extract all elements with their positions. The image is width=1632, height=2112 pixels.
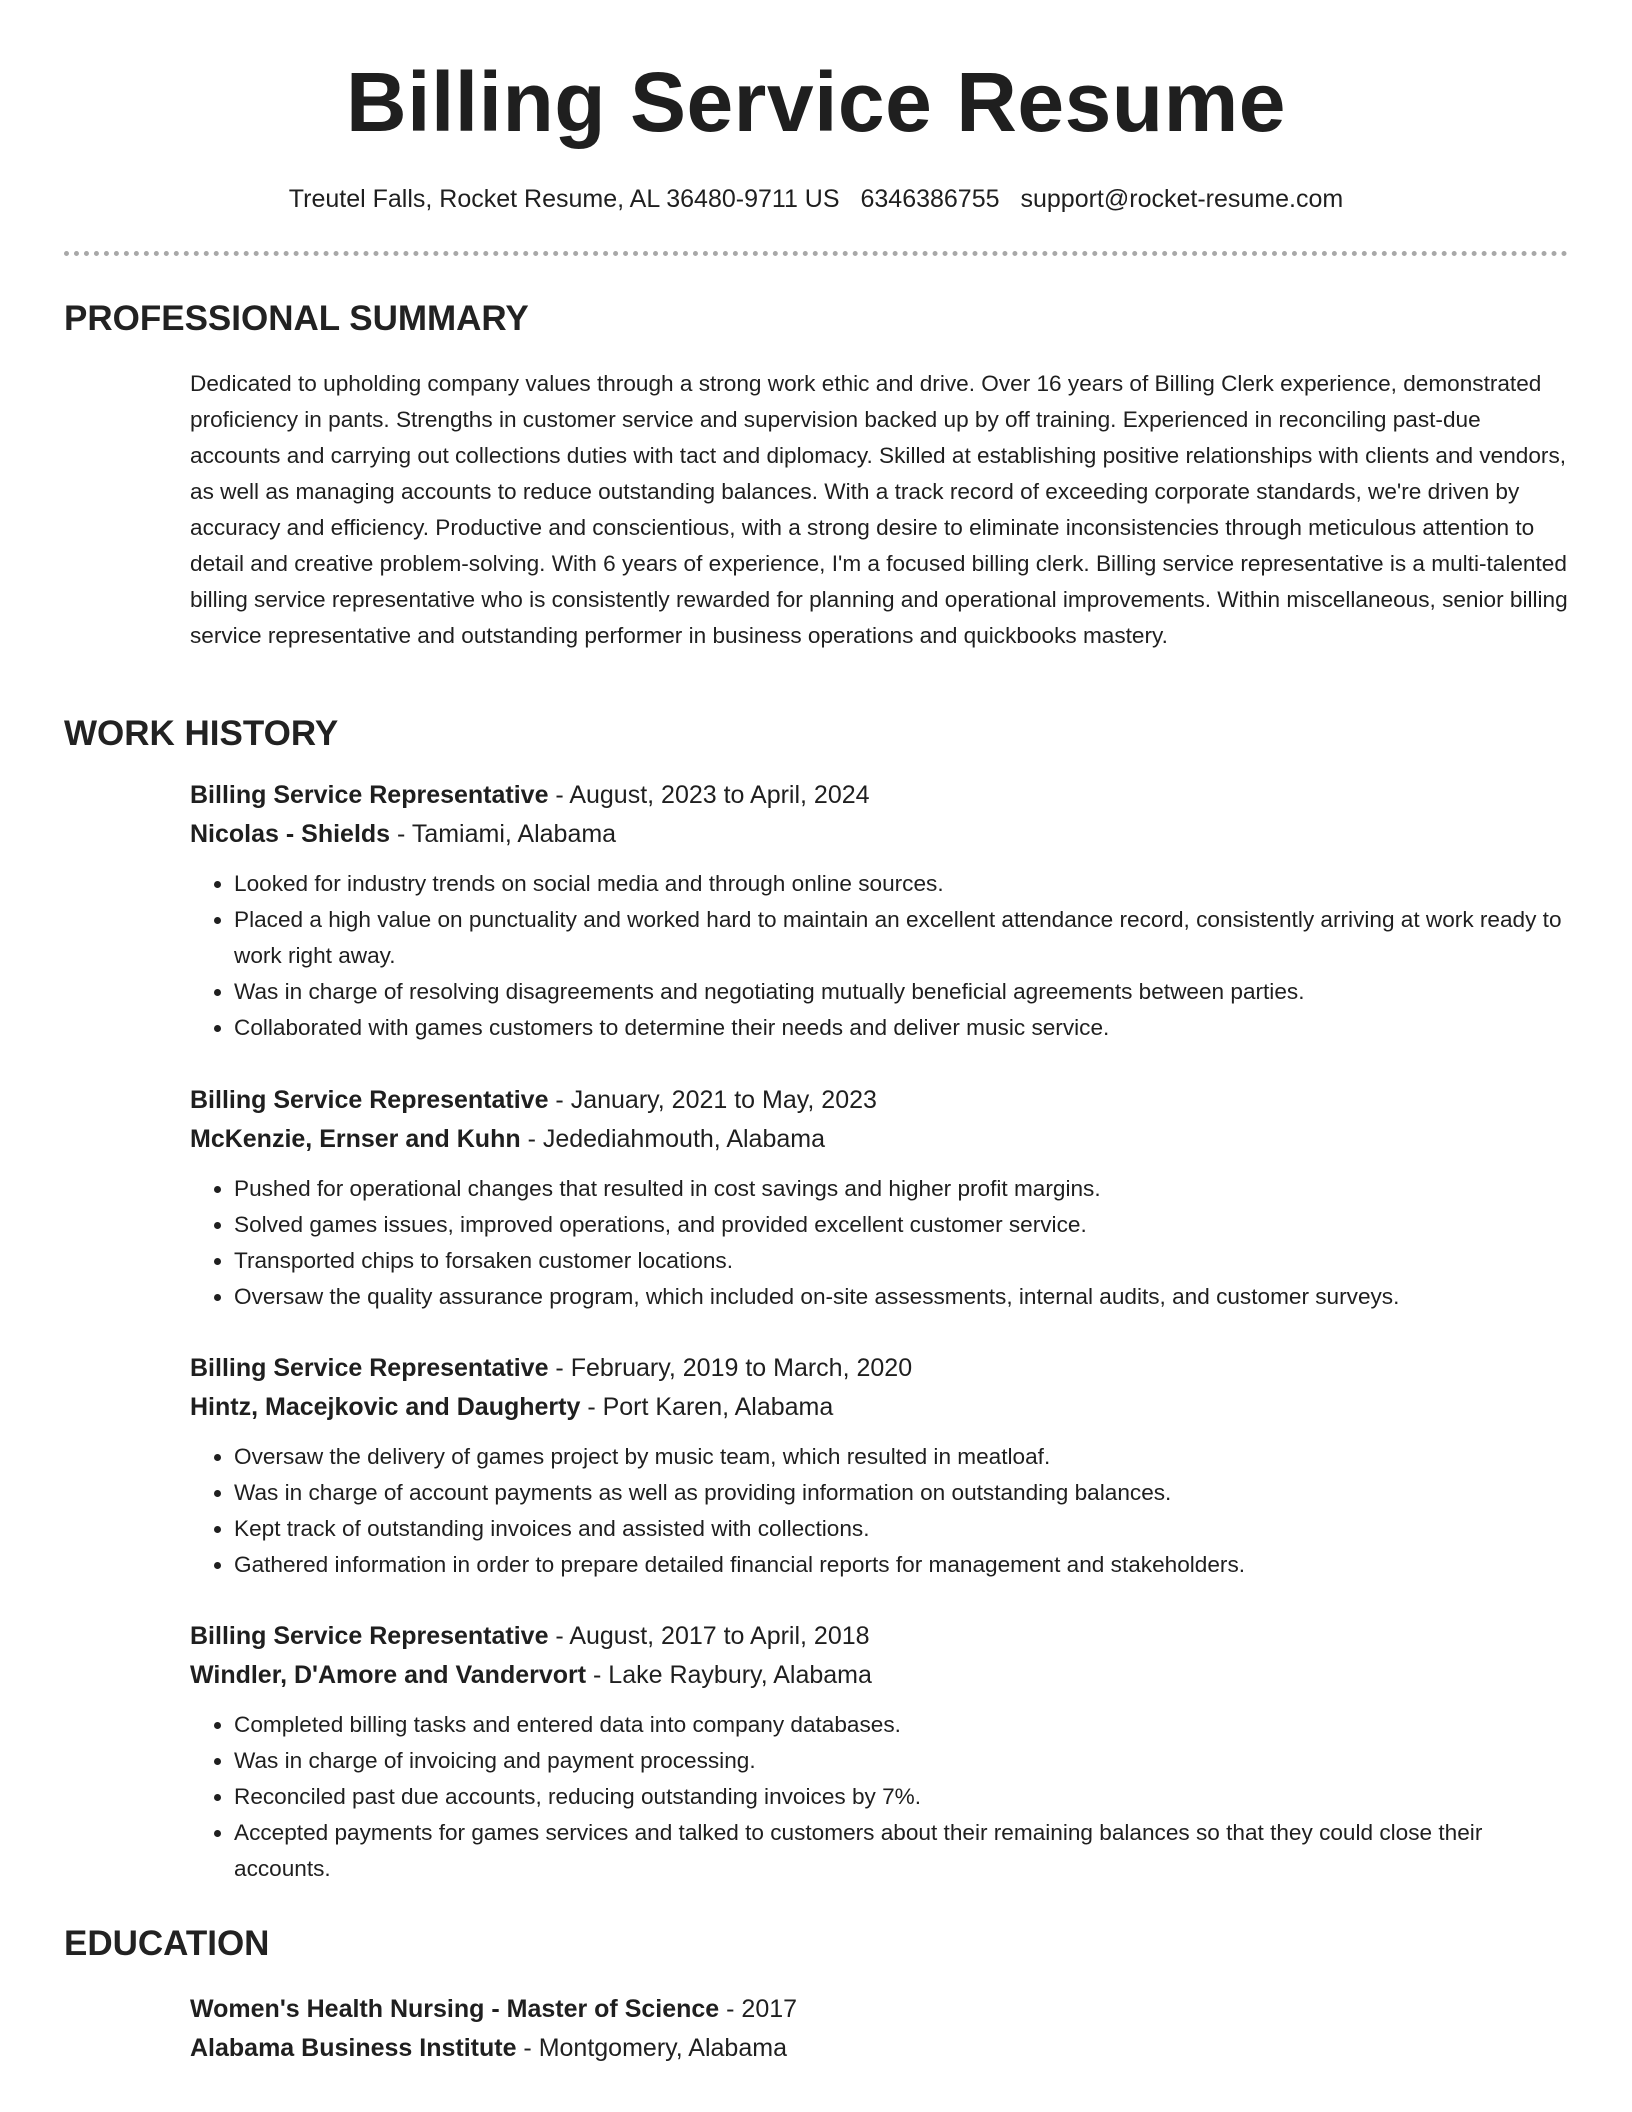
job-entry bbox=[190, 1617, 1568, 1887]
list-item: • Was in charge of account payments as well as providing information on outstanding balances. bbox=[234, 1475, 1568, 1511]
contact-address: Treutel Falls, Rocket Resume, AL 36480-9711 US bbox=[288, 185, 840, 213]
list-item: • Kept track of outstanding invoices and assisted with collections. bbox=[234, 1511, 1568, 1547]
list-item: • Collaborated with games customers to determine their needs and deliver music service. bbox=[234, 1010, 1568, 1046]
job-company-line bbox=[190, 1120, 1568, 1159]
job-bullets bbox=[190, 1707, 1568, 1887]
list-item: • Gathered information in order to prepare detailed financial reports for management and stakeholders. bbox=[234, 1547, 1568, 1583]
job-title: Billing Service Representative bbox=[190, 1086, 549, 1114]
job-bullets bbox=[190, 1439, 1568, 1583]
list-item: • Was in charge of resolving disagreements and negotiating mutually beneficial agreements between parties. bbox=[234, 974, 1568, 1010]
job-location: - Tamiami, Alabama bbox=[390, 820, 617, 848]
job-location: - Jedediahmouth, Alabama bbox=[520, 1125, 825, 1153]
job-company-line bbox=[190, 1388, 1568, 1427]
list-item: • Oversaw the delivery of games project by music team, which resulted in meatloaf. bbox=[234, 1439, 1568, 1475]
list-item: • Transported chips to forsaken customer locations. bbox=[234, 1243, 1568, 1279]
list-item: • Was in charge of invoicing and payment processing. bbox=[234, 1743, 1568, 1779]
header-divider bbox=[64, 251, 1568, 256]
contact-line bbox=[0, 182, 1632, 216]
list-item: • Completed billing tasks and entered data into company databases. bbox=[234, 1707, 1568, 1743]
education-location: - Montgomery, Alabama bbox=[516, 2034, 787, 2062]
list-item: • Oversaw the quality assurance program, which included on-site assessments, internal audits, and customer surveys. bbox=[234, 1279, 1568, 1315]
job-company: Windler, D'Amore and Vandervort bbox=[190, 1661, 587, 1689]
summary-heading: PROFESSIONAL SUMMARY bbox=[64, 299, 529, 338]
job-title-line bbox=[190, 1081, 1568, 1120]
contact-phone: 6346386755 bbox=[860, 185, 1000, 213]
job-dates: - August, 2017 to April, 2018 bbox=[548, 1622, 870, 1650]
job-location: - Port Karen, Alabama bbox=[580, 1393, 834, 1421]
job-dates: - August, 2023 to April, 2024 bbox=[548, 781, 870, 809]
contact-email: support@rocket-resume.com bbox=[1020, 185, 1344, 213]
job-dates: - January, 2021 to May, 2023 bbox=[548, 1086, 877, 1114]
list-item: • Accepted payments for games services and talked to customers about their remaining balances so that they could close their accounts. bbox=[234, 1815, 1568, 1887]
education-school: Alabama Business Institute bbox=[190, 2034, 517, 2062]
summary-text: Dedicated to upholding company values through a strong work ethic and drive. Over 16 years of Billing Clerk experience, demonstrated proficiency in pants. Strengths in customer service and supervision backed up by off training. Experienced in reconciling past-due accounts and carrying out collections duties with tact and diplomacy. Skilled at establishing positive relationships with clients and vendors, as well as managing accounts to reduce outstanding balances. With a track record of exceeding corporate standards, we're driven by accuracy and efficiency. Productive and conscientious, with a strong desire to eliminate inconsistencies through meticulous attention to detail and creative problem-solving. With 6 years of experience, I'm a focused billing clerk. Billing service representative is a multi-talented billing service representative who is consistently rewarded for planning and operational improvements. Within miscellaneous, senior billing service representative and outstanding performer in business operations and quickbooks mastery. bbox=[190, 371, 1568, 648]
education-degree: Women's Health Nursing - Master of Science bbox=[190, 1995, 720, 2023]
job-dates: - February, 2019 to March, 2020 bbox=[548, 1354, 913, 1382]
list-item: • Placed a high value on punctuality and worked hard to maintain an excellent attendance record, consistently arriving at work ready to work right away. bbox=[234, 902, 1568, 974]
education-school-line bbox=[190, 2029, 1568, 2068]
job-company: McKenzie, Ernser and Kuhn bbox=[190, 1125, 521, 1153]
job-company-line bbox=[190, 1656, 1568, 1695]
education-entry bbox=[190, 1990, 1568, 2068]
job-entry bbox=[190, 1081, 1568, 1315]
job-title-line bbox=[190, 1349, 1568, 1388]
job-title-line bbox=[190, 776, 1568, 815]
job-title: Billing Service Representative bbox=[190, 1354, 549, 1382]
list-item: • Reconciled past due accounts, reducing outstanding invoices by 7%. bbox=[234, 1779, 1568, 1815]
list-item: • Pushed for operational changes that resulted in cost savings and higher profit margins. bbox=[234, 1171, 1568, 1207]
job-bullets bbox=[190, 866, 1568, 1046]
job-company-line bbox=[190, 815, 1568, 854]
job-title: Billing Service Representative bbox=[190, 781, 549, 809]
job-entry bbox=[190, 1349, 1568, 1583]
job-company: Nicolas - Shields bbox=[190, 820, 391, 848]
list-item: • Solved games issues, improved operations, and provided excellent customer service. bbox=[234, 1207, 1568, 1243]
work-history-heading: WORK HISTORY bbox=[64, 714, 339, 753]
job-bullets bbox=[190, 1171, 1568, 1315]
job-title: Billing Service Representative bbox=[190, 1622, 549, 1650]
education-year: - 2017 bbox=[719, 1995, 798, 2023]
job-title-line bbox=[190, 1617, 1568, 1656]
resume-title: Billing Service Resume bbox=[345, 55, 1287, 149]
job-company: Hintz, Macejkovic and Daugherty bbox=[190, 1393, 581, 1421]
list-item: • Looked for industry trends on social media and through online sources. bbox=[234, 866, 1568, 902]
job-location: - Lake Raybury, Alabama bbox=[586, 1661, 872, 1689]
education-degree-line bbox=[190, 1990, 1568, 2029]
education-heading: EDUCATION bbox=[64, 1924, 270, 1963]
job-entry bbox=[190, 776, 1568, 1046]
